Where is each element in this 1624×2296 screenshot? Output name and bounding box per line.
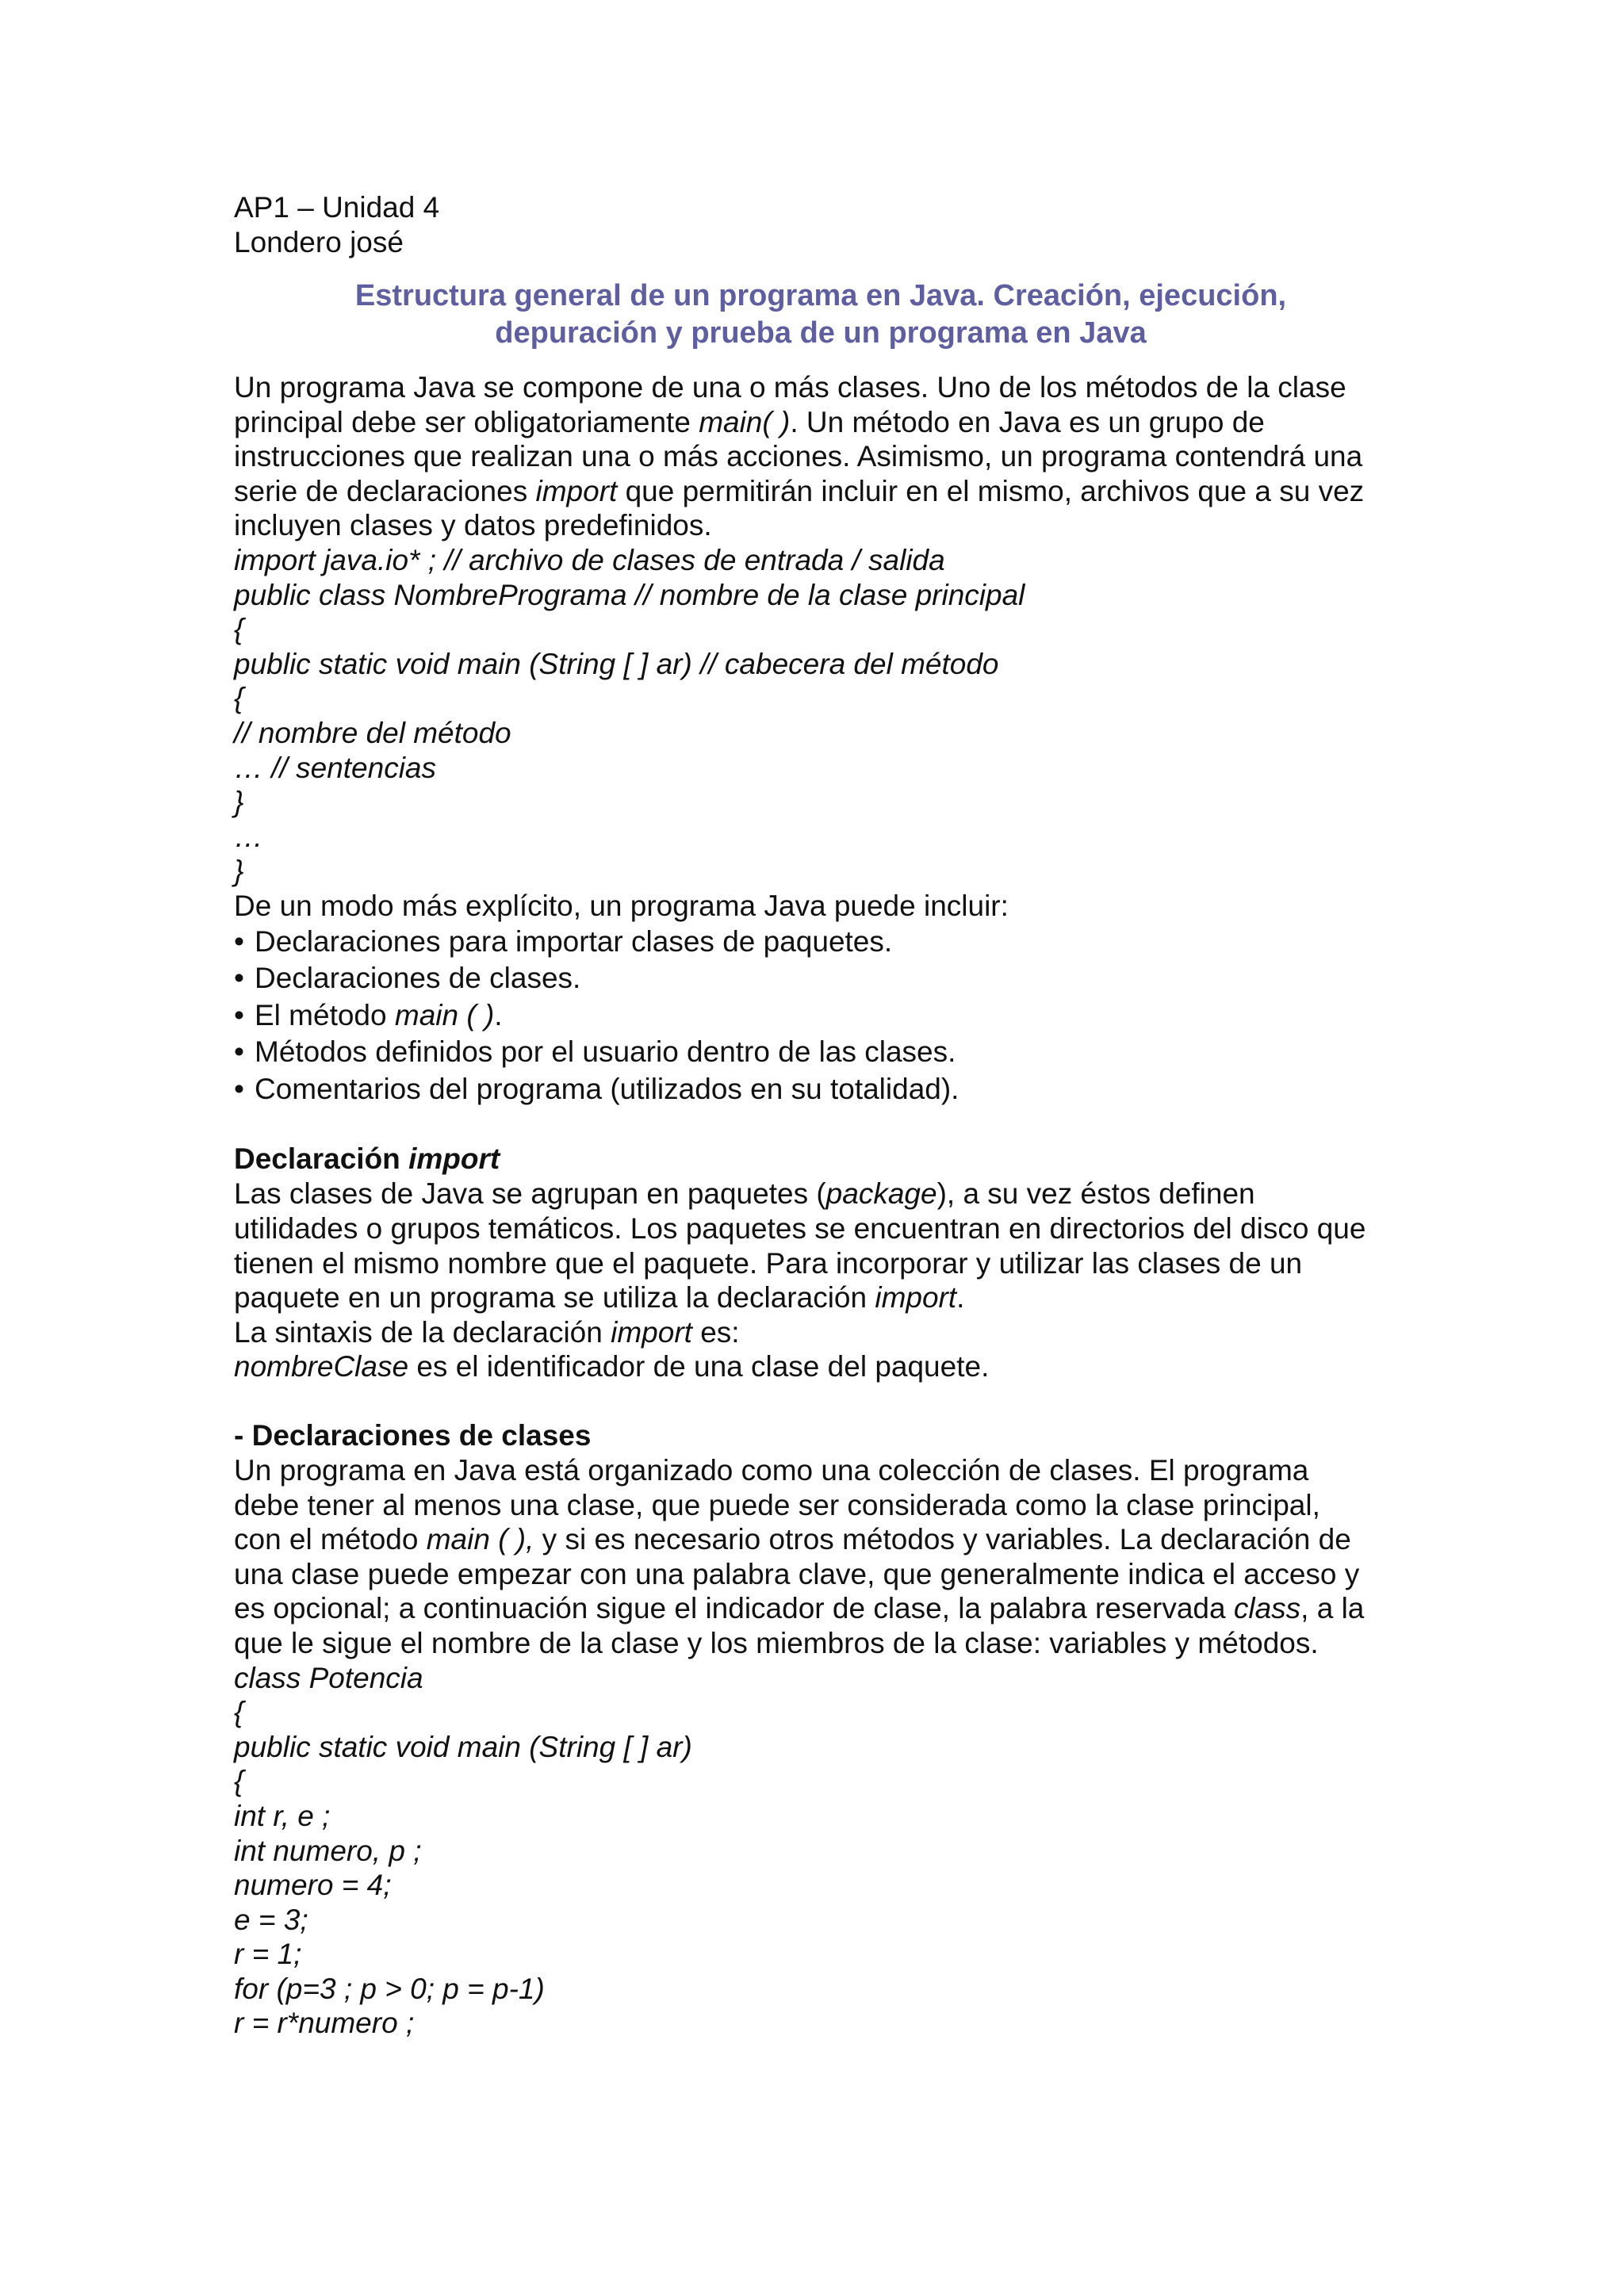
bullet-icon: • xyxy=(234,1035,244,1069)
intro-line: instrucciones que realizan una o más acciones. Asimismo, un programa contendrá una xyxy=(234,440,1363,473)
code-line: { xyxy=(234,682,244,715)
code-line: import java.io* ; // archivo de clases de entrada / salida xyxy=(234,543,945,576)
code-block-potencia xyxy=(234,1661,1408,2042)
code-line: { xyxy=(234,613,244,646)
code-line: public static void main (String [ ] ar) // cabecera del método xyxy=(234,647,999,680)
intro-line: principal debe ser obligatoriamente main( ). Un método en Java es un grupo de xyxy=(234,405,1265,438)
classes-line: es opcional; a continuación sigue el indicador de clase, la palabra reservada class, a la xyxy=(234,1592,1365,1625)
import-line: Las clases de Java se agrupan en paquetes (package), a su vez éstos definen xyxy=(234,1177,1255,1211)
classes-line: Un programa en Java está organizado como una colección de clases. El programa xyxy=(234,1453,1309,1487)
title-line-2: depuración y prueba de un programa en Java xyxy=(495,316,1147,350)
list-item: • Declaraciones para importar clases de paquetes. xyxy=(234,924,1408,961)
code-line: … // sentencias xyxy=(234,751,437,784)
code-line: for (p=3 ; p > 0; p = p-1) xyxy=(234,1972,545,2005)
code-line: numero = 4; xyxy=(234,1869,392,1902)
bullet-icon: • xyxy=(234,1072,244,1105)
code-line: } xyxy=(234,855,244,888)
classes-heading: - Declaraciones de clases xyxy=(234,1418,592,1452)
code-line: class Potencia xyxy=(234,1661,423,1694)
code-line: { xyxy=(234,1765,244,1798)
import-line: nombreClase es el identificador de una clase del paquete. xyxy=(234,1350,990,1383)
import-line: tienen el mismo nombre que el paquete. Para incorporar y utilizar las clases de un xyxy=(234,1246,1303,1280)
code-line: r = r*numero ; xyxy=(234,2007,415,2040)
document-title xyxy=(234,277,1408,352)
code-line: { xyxy=(234,1696,244,1729)
import-paragraph xyxy=(234,1177,1408,1384)
import-heading: Declaración import xyxy=(234,1142,500,1176)
classes-line: que le sigue el nombre de la clase y los miembros de la clase: variables y métodos. xyxy=(234,1626,1319,1659)
classes-paragraph xyxy=(234,1453,1408,1661)
author-name: Londero josé xyxy=(234,226,404,258)
explicit-lead: De un modo más explícito, un programa Java puede incluir: xyxy=(234,889,1009,922)
code-line: } xyxy=(234,786,244,819)
classes-line: debe tener al menos una clase, que puede ser considerada como la clase principal, xyxy=(234,1488,1320,1521)
intro-line: serie de declaraciones import que permitirán incluir en el mismo, archivos que a su vez xyxy=(234,474,1365,507)
code-block-structure xyxy=(234,543,1408,889)
code-line: public static void main (String [ ] ar) xyxy=(234,1730,692,1763)
bullet-icon: • xyxy=(234,924,244,958)
code-line: public class NombrePrograma // nombre de la clase principal xyxy=(234,578,1025,611)
list-item: • Métodos definidos por el usuario dentro de las clases. xyxy=(234,1034,1408,1071)
code-line: int r, e ; xyxy=(234,1799,331,1832)
list-item: • El método main ( ). xyxy=(234,997,1408,1035)
intro-paragraph xyxy=(234,370,1408,543)
code-line: … xyxy=(234,820,263,853)
bullet-icon: • xyxy=(234,998,244,1031)
classes-line: con el método main ( ), y si es necesario otros métodos y variables. La declaración de xyxy=(234,1523,1351,1556)
intro-line: incluyen clases y datos predefinidos. xyxy=(234,509,712,542)
code-line: int numero, p ; xyxy=(234,1834,422,1867)
page-content xyxy=(234,190,1408,2041)
list-item: • Declaraciones de clases. xyxy=(234,960,1408,997)
bullet-list xyxy=(234,924,1408,1108)
list-item: • Comentarios del programa (utilizados en su totalidad). xyxy=(234,1071,1408,1108)
course-label: AP1 – Unidad 4 xyxy=(234,191,440,224)
bullet-icon: • xyxy=(234,962,244,995)
code-line: r = 1; xyxy=(234,1938,302,1971)
classes-line: una clase puede empezar con una palabra clave, que generalmente indica el acceso y xyxy=(234,1557,1360,1590)
title-line-1: Estructura general de un programa en Java. Creación, ejecución, xyxy=(354,279,1287,312)
import-line: paquete en un programa se utiliza la declaración import. xyxy=(234,1281,965,1314)
import-line: La sintaxis de la declaración import es: xyxy=(234,1315,740,1349)
code-line: e = 3; xyxy=(234,1903,308,1936)
intro-line: Un programa Java se compone de una o más clases. Uno de los métodos de la clase xyxy=(234,371,1346,404)
code-line: // nombre del método xyxy=(234,716,511,749)
import-line: utilidades o grupos temáticos. Los paquetes se encuentran en directorios del disco que xyxy=(234,1212,1366,1245)
